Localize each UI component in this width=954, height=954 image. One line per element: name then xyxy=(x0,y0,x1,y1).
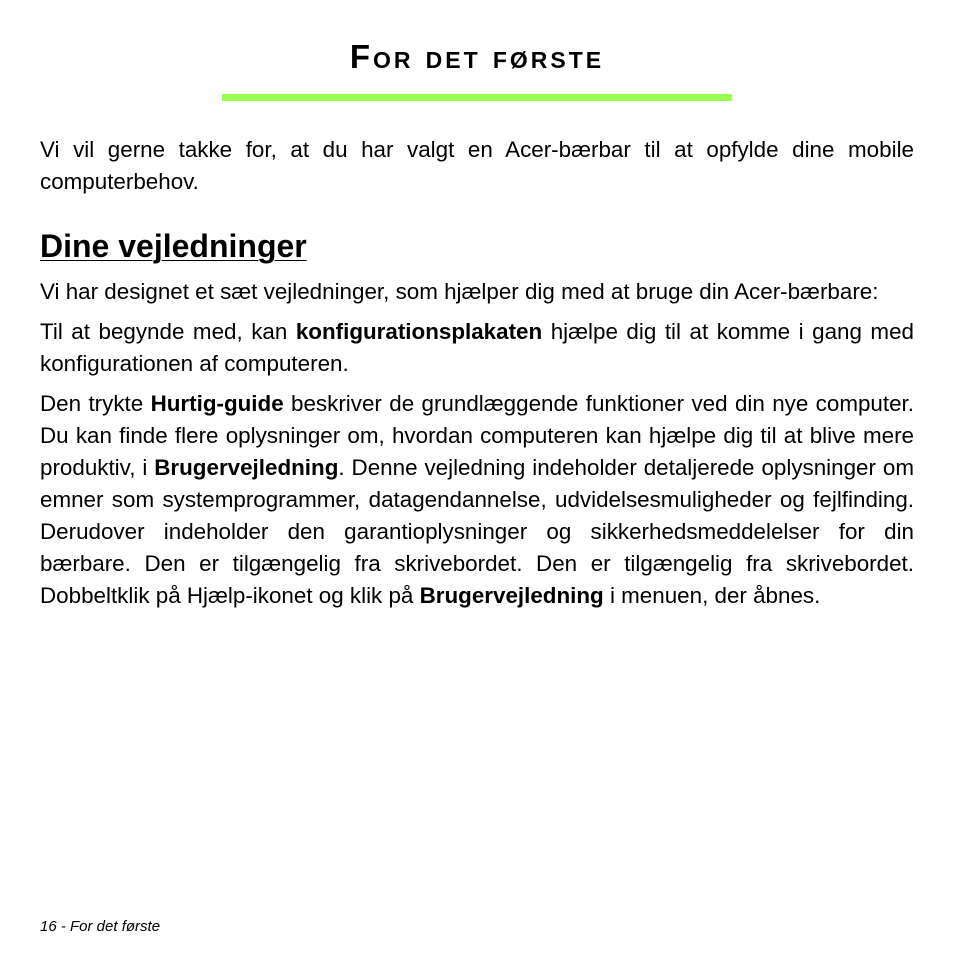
text-run: i menuen, der åbnes. xyxy=(603,583,821,608)
page-footer: 16 - For det første xyxy=(40,918,161,935)
setup-poster-paragraph xyxy=(40,316,914,380)
chapter-title: For det første xyxy=(349,38,605,75)
intro-paragraph: Vi vil gerne takke for, at du har valgt en Acer-bærbar til at opfylde dine mobile computerbehov. xyxy=(40,137,914,194)
text-run: Til at begynde med, kan xyxy=(40,319,296,344)
text-run: . Denne vejledning indeholder detaljerede oplysninger om emner som systemprogrammer, datagendannelse, udvidelsesmuligheder og fejlfinding. Derudover indeholder den garantioplysninger og sikkerhedsmeddelelser for din bærbare. Den er tilgængelig fra skrivebordet. Den er tilgængelig fra skrivebordet. Dobbeltklik på Hjælp-ikonet og klik på xyxy=(40,455,914,608)
text-run: Den trykte xyxy=(40,391,151,416)
bold-term-setup-poster: konfigurationsplakaten xyxy=(295,319,543,344)
bold-term-quick-guide: Hurtig-guide xyxy=(150,391,284,416)
guides-paragraph: Vi har designet et sæt vejledninger, som hjælper dig med at bruge din Acer-bærbare: xyxy=(40,279,879,304)
bold-term-user-manual: Brugervejledning xyxy=(419,583,604,608)
page-content xyxy=(40,134,914,620)
section-heading: Dine vejledninger xyxy=(40,228,307,264)
title-underline-bar xyxy=(222,94,732,101)
bold-term-user-manual: Brugervejledning xyxy=(154,455,339,480)
quick-guide-paragraph xyxy=(40,388,914,612)
text-run: hjælpe dig til at komme i gang med konfigurationen af computeren. xyxy=(40,319,914,376)
text-run: beskriver de grundlæggende funktioner ved din nye computer. Du kan finde flere oplysninger om, hvordan computeren kan hjælpe dig til at blive mere produktiv, i xyxy=(40,391,914,480)
